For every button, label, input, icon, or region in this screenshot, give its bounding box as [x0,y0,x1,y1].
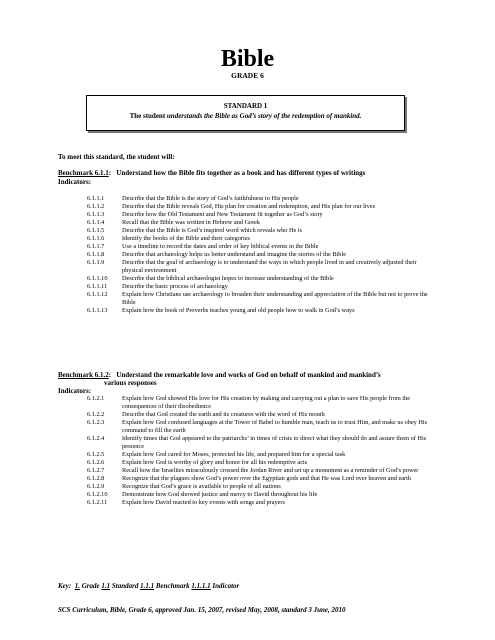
benchmark-title: Understand how the Bible fits together as a book and has different types of writings [116,169,366,177]
key-standard-number: 1.1 [101,582,111,590]
indicator-item [87,291,432,307]
indicator-number: 6.1.2.7 [87,467,105,474]
indicator-item [87,283,432,291]
benchmark-id: Benchmark 6.1.2 [58,371,109,379]
key-grade-text: Grade [79,582,102,590]
key-standard-text: Standard [110,582,141,590]
indicator-number: 6.1.1.11 [87,283,108,290]
indicator-item [87,435,432,451]
benchmark-heading [58,371,381,387]
indicator-number: 6.1.2.11 [87,499,108,506]
indicator-text: Describe that the Bible reveals God, His plan for creation and redemption, and His plan for our lives [122,203,376,210]
document-title: Bible [220,46,275,72]
standard-box [86,95,405,131]
indicator-text: Explain how God showed His love for His creation by making and carrying out a plan to save His people from the consequences of their disobedience [122,395,411,410]
indicator-text: Describe that God created the earth and its creatures with the word of His mouth [122,411,325,418]
indicator-text: Recall that the Bible was written in Hebrew and Greek [122,219,260,226]
indicator-number: 6.1.2.10 [87,491,108,498]
indicator-number: 6.1.2.2 [87,411,105,418]
standard-text-prefix: The student [129,112,167,120]
indicator-item [87,451,432,459]
indicator-text: Describe the basic process of archaeology [122,283,228,290]
indicator-text: Recognize that the plagues show God’s power over the Egyptian gods and that He was Lord over heaven and earth [122,475,412,482]
indicator-number: 6.1.1.7 [87,243,105,250]
indicator-text: Describe that the Bible is God’s inspired word which reveals who He is [122,227,303,234]
indicator-item [87,275,432,283]
indicators-label: Indicators: [58,178,92,186]
indicator-text: Describe that the biblical archaeologist hopes to increase understanding of the Bible [122,275,334,282]
indicator-text: Explain how God cared for Moses, protected his life, and prepared him for a special task [122,451,346,458]
indicator-item [87,307,432,315]
indicator-text: Describe that the goal of archaeology is to understand the ways in which people lived in and creatively adjusted their physical environment [122,259,417,274]
indicator-item [87,411,432,419]
benchmark-id: Benchmark 6.1.1 [58,169,109,177]
indicator-item [87,243,432,251]
indicator-number: 6.1.2.1 [87,395,105,402]
indicator-text: Explain how Christians use archaeology to broaden their understanding and appreciation of the Bible but not to prove the Bible [122,291,428,306]
indicator-list [87,195,432,315]
indicator-text: Recall how the Israelites miraculously crossed the Jordan River and set up a monument as a reminder of God’s power [122,467,419,474]
indicator-text: Use a timeline to record the dates and order of key biblical events in the Bible [122,243,319,250]
indicator-item [87,419,432,435]
intro-text: To meet this standard, the student will: [58,153,175,161]
indicator-number: 6.1.2.8 [87,475,105,482]
indicator-item [87,395,432,411]
indicator-number: 6.1.1.1 [87,195,105,202]
indicator-item [87,499,432,507]
benchmark-title-continued: various responses [104,379,157,387]
indicator-number: 6.1.1.2 [87,203,105,210]
indicator-text: Identify times that God appeared to the patriarchs’ in times of crisis to direct what they should do and assure them of His presence [122,435,427,450]
indicator-item [87,475,432,483]
indicator-text: Recognize that God’s grace is available to people of all nations [122,483,281,490]
indicator-number: 6.1.1.12 [87,291,108,298]
indicator-number: 6.1.1.3 [87,211,105,218]
footer-text: SCS Curriculum, Bible, Grade 6, approved Jan. 15, 2007, revised May, 2008, standard 3 June, 2010 [58,606,346,614]
indicator-number: 6.1.1.8 [87,251,105,258]
key-indicator-text: Indicator [210,582,240,590]
indicator-item [87,195,432,203]
indicator-text: Explain how the book of Proverbs teaches young and old people how to walk in God’s ways [122,307,355,314]
indicator-number: 6.1.2.5 [87,451,105,458]
indicator-item [87,219,432,227]
indicator-text: Explain how God confused languages at the Tower of Babel to humble man, teach us to trust Him, and make us obey His command to fill the earth [122,419,428,434]
standard-heading: STANDARD 1 [223,102,268,110]
benchmark-colon: : [108,371,112,379]
indicator-number: 6.1.1.5 [87,227,105,234]
indicator-item [87,459,432,467]
indicator-item [87,211,432,219]
indicator-number: 6.1.1.9 [87,259,105,266]
indicator-number: 6.1.2.4 [87,435,105,442]
benchmark-heading [58,169,365,177]
standard-text-italic: understands the Bible as God’s story of the redemption of mankind. [166,112,362,120]
key-legend [58,582,239,590]
indicator-item [87,491,432,499]
key-grade-number: 1. [74,582,80,590]
indicator-item [87,251,432,259]
indicator-item [87,235,432,243]
key-indicator-number: 1.1.1.1 [191,582,211,590]
grade-label: GRADE 6 [231,71,264,80]
key-benchmark-number: 1.1.1 [140,582,155,590]
indicator-item [87,259,432,275]
indicator-number: 6.1.1.6 [87,235,105,242]
indicator-number: 6.1.1.4 [87,219,105,226]
indicator-text: Describe how the Old Testament and New Testament fit together as God’s story [122,211,323,218]
indicators-label: Indicators: [58,387,92,395]
indicator-number: 6.1.2.3 [87,419,105,426]
indicator-item [87,467,432,475]
indicator-text: Describe that the Bible is the story of God’s faithfulness to His people [122,195,299,202]
benchmark-title: Understand the remarkable love and works of God on behalf of mankind and mankind’s [116,371,381,379]
benchmark-colon: : [108,169,112,177]
indicator-item [87,203,432,211]
indicator-item [87,227,432,235]
indicator-item [87,483,432,491]
indicator-text: Demonstrate how God showed justice and mercy to David throughout his life [122,491,318,498]
indicator-number: 6.1.2.6 [87,459,105,466]
indicator-number: 6.1.2.9 [87,483,105,490]
indicator-number: 6.1.1.10 [87,275,108,282]
indicator-text: Explain how God is worthy of glory and honor for all his redemptive acts [122,459,308,466]
indicator-text: Explain how David reacted to key events with songs and prayers [122,499,285,506]
indicator-text: Describe that archaeology helps us better understand and imagine the stories of the Bible [122,251,346,258]
indicator-number: 6.1.1.13 [87,307,108,314]
indicator-list [87,395,432,507]
standard-text [87,112,404,120]
indicator-text: Identify the books of the Bible and their categories [122,235,250,242]
key-label: Key: [58,582,72,590]
key-benchmark-text: Benchmark [154,582,192,590]
